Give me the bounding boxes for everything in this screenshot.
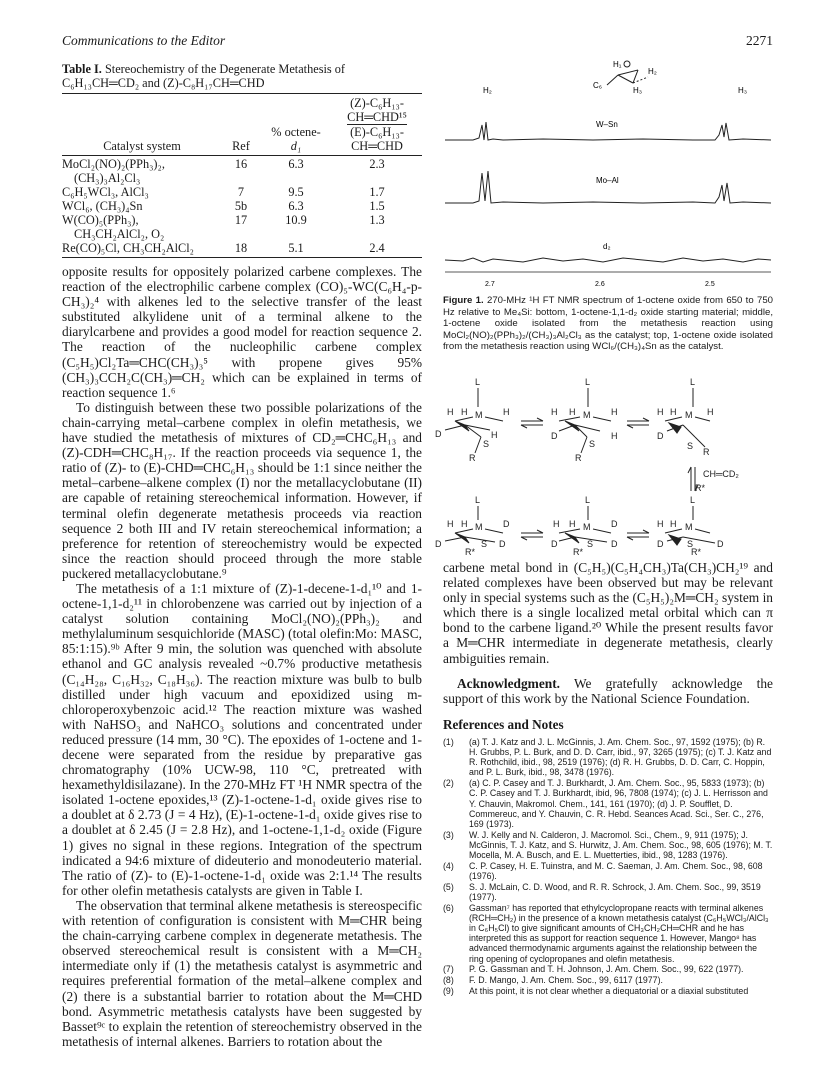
- ack-label: Acknowledgment.: [457, 675, 561, 691]
- atom-h: H: [553, 519, 560, 529]
- catalyst-cell: MoCl₂(NO)₂(PPh₃)₂,: [62, 157, 165, 171]
- table-top-rule: [62, 93, 422, 94]
- table-row: [62, 199, 422, 213]
- atom-h: H: [707, 407, 714, 417]
- paragraph: To distinguish between these two possible polarizations of the chain-carrying metal–carbene complex in olefin metathesis, we have studied the metathesis of mixtures of CD₂═CHC₆H₁₃ and (Z)-CDH═CHC₈H₁₇. If the reaction proceeds via sequence 1, the ratio of (Z)- to (E)-CHD═CHC₆H₁₃ should be 1:1 since neither the metal–carbene–alkene complex (I) nor the metallacyclobutane (II) are capable of retaining stereochemical information. However, if terminal olefin degenerate metathesis proceeds via reaction sequence 2 both III and IV retain stereochemical information; a preference for retention of stereochemistry would be expected since the reaction should proceed through the more stable puckered metallacyclobutane.⁹: [62, 399, 422, 581]
- ref-text: At this point, it is not clear whether a diequatorial or a diaxial substituted: [469, 985, 749, 996]
- ref-number: (9): [443, 985, 454, 996]
- table-header-row: [62, 96, 422, 153]
- col-catalyst: Catalyst system: [103, 139, 181, 153]
- paragraph: carbene metal bond in (C₅H₅)(C₅H₄CH₃)Ta(CH₃)CH₂¹⁹ and related complexes have been observed but may be relevant only in special systems such as the (C₅H₅)₂M═CH₂ system in which there is a single localized metal orbital which can π bond to the carbene ligand.²⁰ While the present results favor a M═CHR intermediate in degenerate metathesis, clearly ambiguities remain.: [443, 560, 773, 666]
- catalyst-cell: C₆H₅WCl₃, AlCl₃: [62, 185, 149, 199]
- table-row: [62, 157, 422, 185]
- catalyst-cell-cont: CH₃CH₂AlCl₂, O₂: [74, 227, 165, 241]
- table-bottom-rule: [62, 257, 422, 258]
- atom-h: H: [569, 407, 576, 417]
- left-column: [62, 62, 422, 1049]
- ref-number: (3): [443, 829, 454, 840]
- nmr-figure: [443, 55, 773, 290]
- reference-item: [443, 882, 773, 902]
- col-octene: [260, 96, 332, 153]
- atom-h: H: [461, 519, 468, 529]
- atom-h: H: [447, 407, 454, 417]
- ratio-cell: 2.4: [369, 241, 385, 255]
- atom-d: D: [551, 431, 558, 441]
- ref-number: (7): [443, 964, 454, 975]
- reference-item: [443, 986, 773, 996]
- ref-number: (6): [443, 902, 454, 913]
- figure-caption-text: 270-MHz ¹H FT NMR spectrum of 1-octene oxide from 650 to 750 Hz relative to Me₄Si: bottom, 1-octene-1,1-d₂ oxide starting material; middle, 1-octene oxide isolated from the metathesis reaction using MoCl₂(NO)₂(PPh₃)₂/(CH₃)₃Al₂Cl₃ as the catalyst; top, 1-octene oxide isolated from the metathesis reaction using WCl₆/(CH₃)₄Sn as the catalyst.: [443, 295, 774, 352]
- ref-number: (4): [443, 860, 454, 871]
- running-header: Communications to the Editor: [62, 33, 226, 48]
- references-heading: References and Notes: [443, 716, 564, 732]
- reference-item: [443, 964, 773, 974]
- stereochemistry-table: [62, 96, 422, 255]
- atom-h: H: [551, 407, 558, 417]
- ref-cell: 18: [234, 241, 248, 255]
- octene-cell: 6.3: [288, 199, 304, 213]
- ref-cell: 5b: [234, 199, 248, 213]
- reference-item: [443, 903, 773, 964]
- col-ratio-line3: (E)-C₆H₁₃-: [350, 125, 404, 139]
- atom-m: M: [583, 410, 591, 420]
- octene-cell: 6.3: [288, 157, 304, 171]
- reagent-r: R*: [695, 483, 706, 493]
- atom-d: D: [503, 519, 510, 529]
- label-h2: H₂: [483, 86, 492, 95]
- spectrum-d2: [445, 258, 771, 262]
- atom-h: H: [447, 519, 454, 529]
- tick-label: 2.7: [485, 281, 495, 288]
- label-ws: W–Sn: [596, 120, 618, 129]
- label-c6: C₆: [593, 81, 603, 90]
- ref-text: F. D. Mango, J. Am. Chem. Soc., 99, 6117 (1977).: [469, 975, 663, 986]
- atom-d: D: [611, 519, 618, 529]
- ligand-l: L: [475, 377, 481, 387]
- atom-m: M: [685, 522, 693, 532]
- ref-number: (5): [443, 881, 454, 892]
- atom-r: R: [575, 453, 582, 463]
- ref-text: Gassman⁷ has reported that ethylcyclopropane reacts with terminal alkenes (RCH═CH₂) in the presence of a known metathesis catalyst (C₆H₅WCl₃/AlCl₃ in C₆H₅Cl) to give significant amounts of CH₃CH₂CH═CHR and he has interpreted this as support for reaction sequence 1. However, Mango⁸ has advanced thermodynamic arguments against the relationship between the ring opening of cyclopropanes and olefin metathesis.: [469, 902, 769, 964]
- atom-d: D: [611, 539, 618, 549]
- paragraph: opposite results for oppositely polarized carbene complexes. The reaction of the electrophilic carbene complex (CO)₅-WC(C₆H₄-p-CH₃)₂⁴ with alkenes led to the selective transfer of the least substituted alkylidene unit of a terminal alkene to the diarylcarbene and provides a good model for reaction sequence 2. The reaction of the nucleophilic carbene complex (C₅H₅)Cl₂Ta═CHC(CH₃)₃⁵ with propene gives 95% (CH₃)₃CCH₂C(CH₃)═CH₂ which can be explained in terms of reaction sequence 1.⁶: [62, 264, 422, 400]
- atom-h: H: [670, 407, 677, 417]
- reaction-scheme: [425, 375, 780, 557]
- atom-m: M: [475, 522, 483, 532]
- atom-m: M: [685, 410, 693, 420]
- catalyst-cell: W(CO)₅(PPh₃),: [62, 213, 139, 227]
- catalyst-cell-cont: (CH₃)₃Al₂Cl₃: [74, 171, 141, 185]
- ligand-l: L: [690, 495, 696, 505]
- references-list: [443, 737, 773, 996]
- ratio-cell: 1.3: [369, 213, 385, 227]
- atom-h: H: [657, 407, 664, 417]
- label-h3: H₃: [738, 86, 748, 95]
- atom-m: M: [583, 522, 591, 532]
- ref-text: (a) T. J. Katz and J. L. McGinnis, J. Am. Chem. Soc., 97, 1592 (1975); (b) R. H. Grubbs, P. L. Burk, and D. D. Carr, ibid., 97, 3265 (1975); (c) T. J. Katz and R. Rothchild, ibid., 98, 2519 (1976); (d) R. H. Grubbs, D. D. Carr, C. Hoppin, and P. L. Burk, ibid., 98, 3478 (1976).: [469, 736, 772, 778]
- col-ref: Ref: [232, 139, 250, 153]
- atom-s: S: [483, 439, 490, 449]
- table-label: Table I.: [62, 62, 102, 76]
- col-ratio-line4: CH═CHD: [351, 139, 403, 153]
- atom-d: D: [657, 539, 664, 549]
- ligand-l: L: [475, 495, 481, 505]
- atom-h: H: [670, 519, 677, 529]
- atom-h: H: [657, 519, 664, 529]
- table-title: Stereochemistry of the Degenerate Metathesis of C₆H₁₃CH═CD₂ and (Z)-C₈H₁₇CH═CHD: [62, 62, 345, 90]
- atom-m: M: [475, 410, 483, 420]
- table-caption: [62, 62, 422, 90]
- ref-text: W. J. Kelly and N. Calderon, J. Macromol. Sci., Chem., 9, 911 (1975); J. McGinnis, T. J. Katz, and S. Hurwitz, J. Am. Chem. Soc., 98, 605 (1976); M. T. Mocella, M. A. Busch, and E. L. Muetterties, ibid., 98, 1283 (1976).: [469, 829, 773, 861]
- paragraph: The observation that terminal alkene metathesis is stereospecific with retention of configuration is consistent with M═CHR being the chain-carrying carbene complex in degenerate metathesis. The observed stereochemical result is consistent with a M═CH₂ intermediate only if (1) the metathesis catalyst is asymmetric and requires preferential formation of the metal–alkene complex and (2) there is a substantial barrier to rotation about the M═CHD bond. Asymmetric metathesis catalysts have been suggested by Basset⁹ᶜ to explain the retention of stereochemistry observed in the metathesis of internal alkenes. Barriers to rotation about the: [62, 897, 422, 1049]
- ref-text: C. P. Casey, H. E. Tuinstra, and M. C. Saeman, J. Am. Chem. Soc., 98, 608 (1976).: [469, 860, 763, 881]
- ligand-l: L: [585, 495, 591, 505]
- ratio-cell: 1.7: [369, 185, 385, 199]
- table-row: [62, 213, 422, 241]
- atom-d: D: [435, 429, 442, 439]
- reference-item: [443, 778, 773, 829]
- col-octene-line2: d₁: [290, 139, 302, 153]
- atom-d: D: [435, 539, 442, 549]
- ref-cell: 17: [234, 213, 248, 227]
- col-ratio-line2: CH═CHD¹⁵: [347, 110, 407, 124]
- atom-d: D: [717, 539, 724, 549]
- figure-label: Figure 1.: [443, 295, 484, 306]
- tick-label: 2.6: [595, 281, 605, 288]
- atom-h: H: [569, 519, 576, 529]
- ack-text: We gratefully acknowledge the support of this work by the National Science Foundation.: [443, 675, 773, 706]
- right-column: [443, 560, 773, 996]
- ref-number: (8): [443, 975, 454, 986]
- atom-s: S: [589, 439, 596, 449]
- ref-text: (a) C. P. Casey and T. J. Burkhardt, J. Am. Chem. Soc., 95, 5833 (1973); (b) C. P. Casey and T. J. Burkhardt, ibid, 96, 7808 (1974); (c) J. L. Herrisson and Y. Chauvin, Makromol. Chem., 141, 161 (1970); (d) J. P. Soufflet, D. Commereuc, and Y. Chauvin, C. R. Hebd. Seances Acad. Sci., Ser. C., 276, 169 (1973).: [469, 778, 768, 829]
- ref-number: (1): [443, 736, 454, 747]
- ref-cell: 7: [237, 185, 245, 199]
- ref-text: S. J. McLain, C. D. Wood, and R. R. Schrock, J. Am. Chem. Soc., 99, 3519 (1977).: [469, 881, 761, 902]
- col-ratio-line1: (Z)-C₆H₁₃-: [350, 96, 404, 110]
- paragraph: The metathesis of a 1:1 mixture of (Z)-1-decene-1-d₁¹⁰ and 1-octene-1,1-d₂¹¹ in chlorobenzene was carried out by injection of a catalyst solution containing MoCl₂(NO)₂(PPh₃)₂ and methylaluminum sesquichloride (MASC) (total olefin:Mo: MASC, 85:1:15).⁹ᵇ After 9 min, the solution was quenched with absolute ethanol and GC analysis revealed ~0.7% productive metathesis (C₁₄H₂₈, C₁₆H₃₂, C₁₈H₃₆). The reaction mixture was bulb to bulb distilled under high vacuum and epoxidized using m-chloroperoxybenzoic acid.¹² The reaction mixture was washed with NaHSO₃ and NaHCO₃ solutions and concentrated under reduced pressure (14 mm, 30 °C). The epoxides of 1-octene and 1-decene were separated from the residue by preparative gas chromatography (10% UCW-98, 110 °C, pretreated with hexamethyldisilazane). In the 270-MHz FT ¹H NMR spectra of the isolated 1-octene epoxides,¹³ (Z)-1-octene-1-d₁ oxide gives rise to a doublet at δ 2.73 (J = 4 Hz), (E)-1-octene-1-d₁ oxide gives rise to a doublet at δ 2.45 (J = 2.8 Hz), and 1-octene-1,1-d₂ oxide (Figure 1) gives no signal in these regions. Integration of the spectrum indicated a 94:6 mixture of dideuterio and monodeuterio material. The ratio of (Z)- to (E)-1-octene-1-d₁ oxide was 2:1.¹⁴ The results for other olefin metathesis catalysts are given in Table I.: [62, 580, 422, 898]
- reference-item: [443, 861, 773, 881]
- ratio-cell: 2.3: [369, 157, 385, 171]
- atom-rstar: R*: [573, 547, 584, 557]
- label-h2-top: H₂: [648, 67, 657, 76]
- octene-cell: 9.5: [288, 185, 304, 199]
- atom-s: S: [687, 539, 694, 549]
- col-ratio: [332, 96, 422, 153]
- table-header-rule: [62, 155, 422, 156]
- octene-cell: 5.1: [288, 241, 304, 255]
- octene-cell: 10.9: [285, 213, 307, 227]
- ligand-l: L: [690, 377, 696, 387]
- ref-text: P. G. Gassman and T. H. Johnson, J. Am. Chem. Soc., 99, 622 (1977).: [469, 964, 744, 975]
- ratio-cell: 1.5: [369, 199, 385, 213]
- table-row: [62, 241, 422, 255]
- atom-d: D: [499, 539, 506, 549]
- tick-label: 2.5: [705, 281, 715, 288]
- ref-number: (2): [443, 778, 454, 789]
- col-octene-line1: % octene-: [271, 125, 321, 139]
- atom-h: H: [503, 407, 510, 417]
- atom-d: D: [551, 539, 558, 549]
- label-moal: Mo–Al: [596, 176, 619, 185]
- reagent-label: CH═CD₂: [703, 469, 739, 479]
- figure-caption: [443, 295, 773, 353]
- reference-item: [443, 975, 773, 985]
- table-row: [62, 185, 422, 199]
- catalyst-cell: Re(CO)₅Cl, CH₃CH₂AlCl₂: [62, 241, 194, 255]
- reference-item: [443, 737, 773, 778]
- atom-s: S: [587, 539, 594, 549]
- acknowledgment: [443, 676, 773, 706]
- catalyst-cell: WCl₆, (CH₃)₄Sn: [62, 199, 143, 213]
- reference-item: [443, 830, 773, 861]
- ligand-l: L: [585, 377, 591, 387]
- atom-s: S: [481, 539, 488, 549]
- label-h3-top: H₃: [633, 86, 643, 95]
- atom-h: H: [461, 407, 468, 417]
- atom-s: S: [687, 441, 694, 451]
- label-d2: d₂: [603, 242, 611, 251]
- atom-r: R: [703, 447, 710, 457]
- atom-r: R: [469, 453, 476, 463]
- atom-rstar: R*: [465, 547, 476, 557]
- atom-h: H: [491, 430, 498, 440]
- label-h1: H₁: [613, 60, 622, 69]
- page-number: 2271: [746, 33, 773, 48]
- atom-rstar: R*: [691, 547, 702, 557]
- atom-h: H: [611, 407, 618, 417]
- ref-cell: 16: [234, 157, 248, 171]
- atom-d: D: [657, 431, 664, 441]
- atom-h: H: [611, 431, 618, 441]
